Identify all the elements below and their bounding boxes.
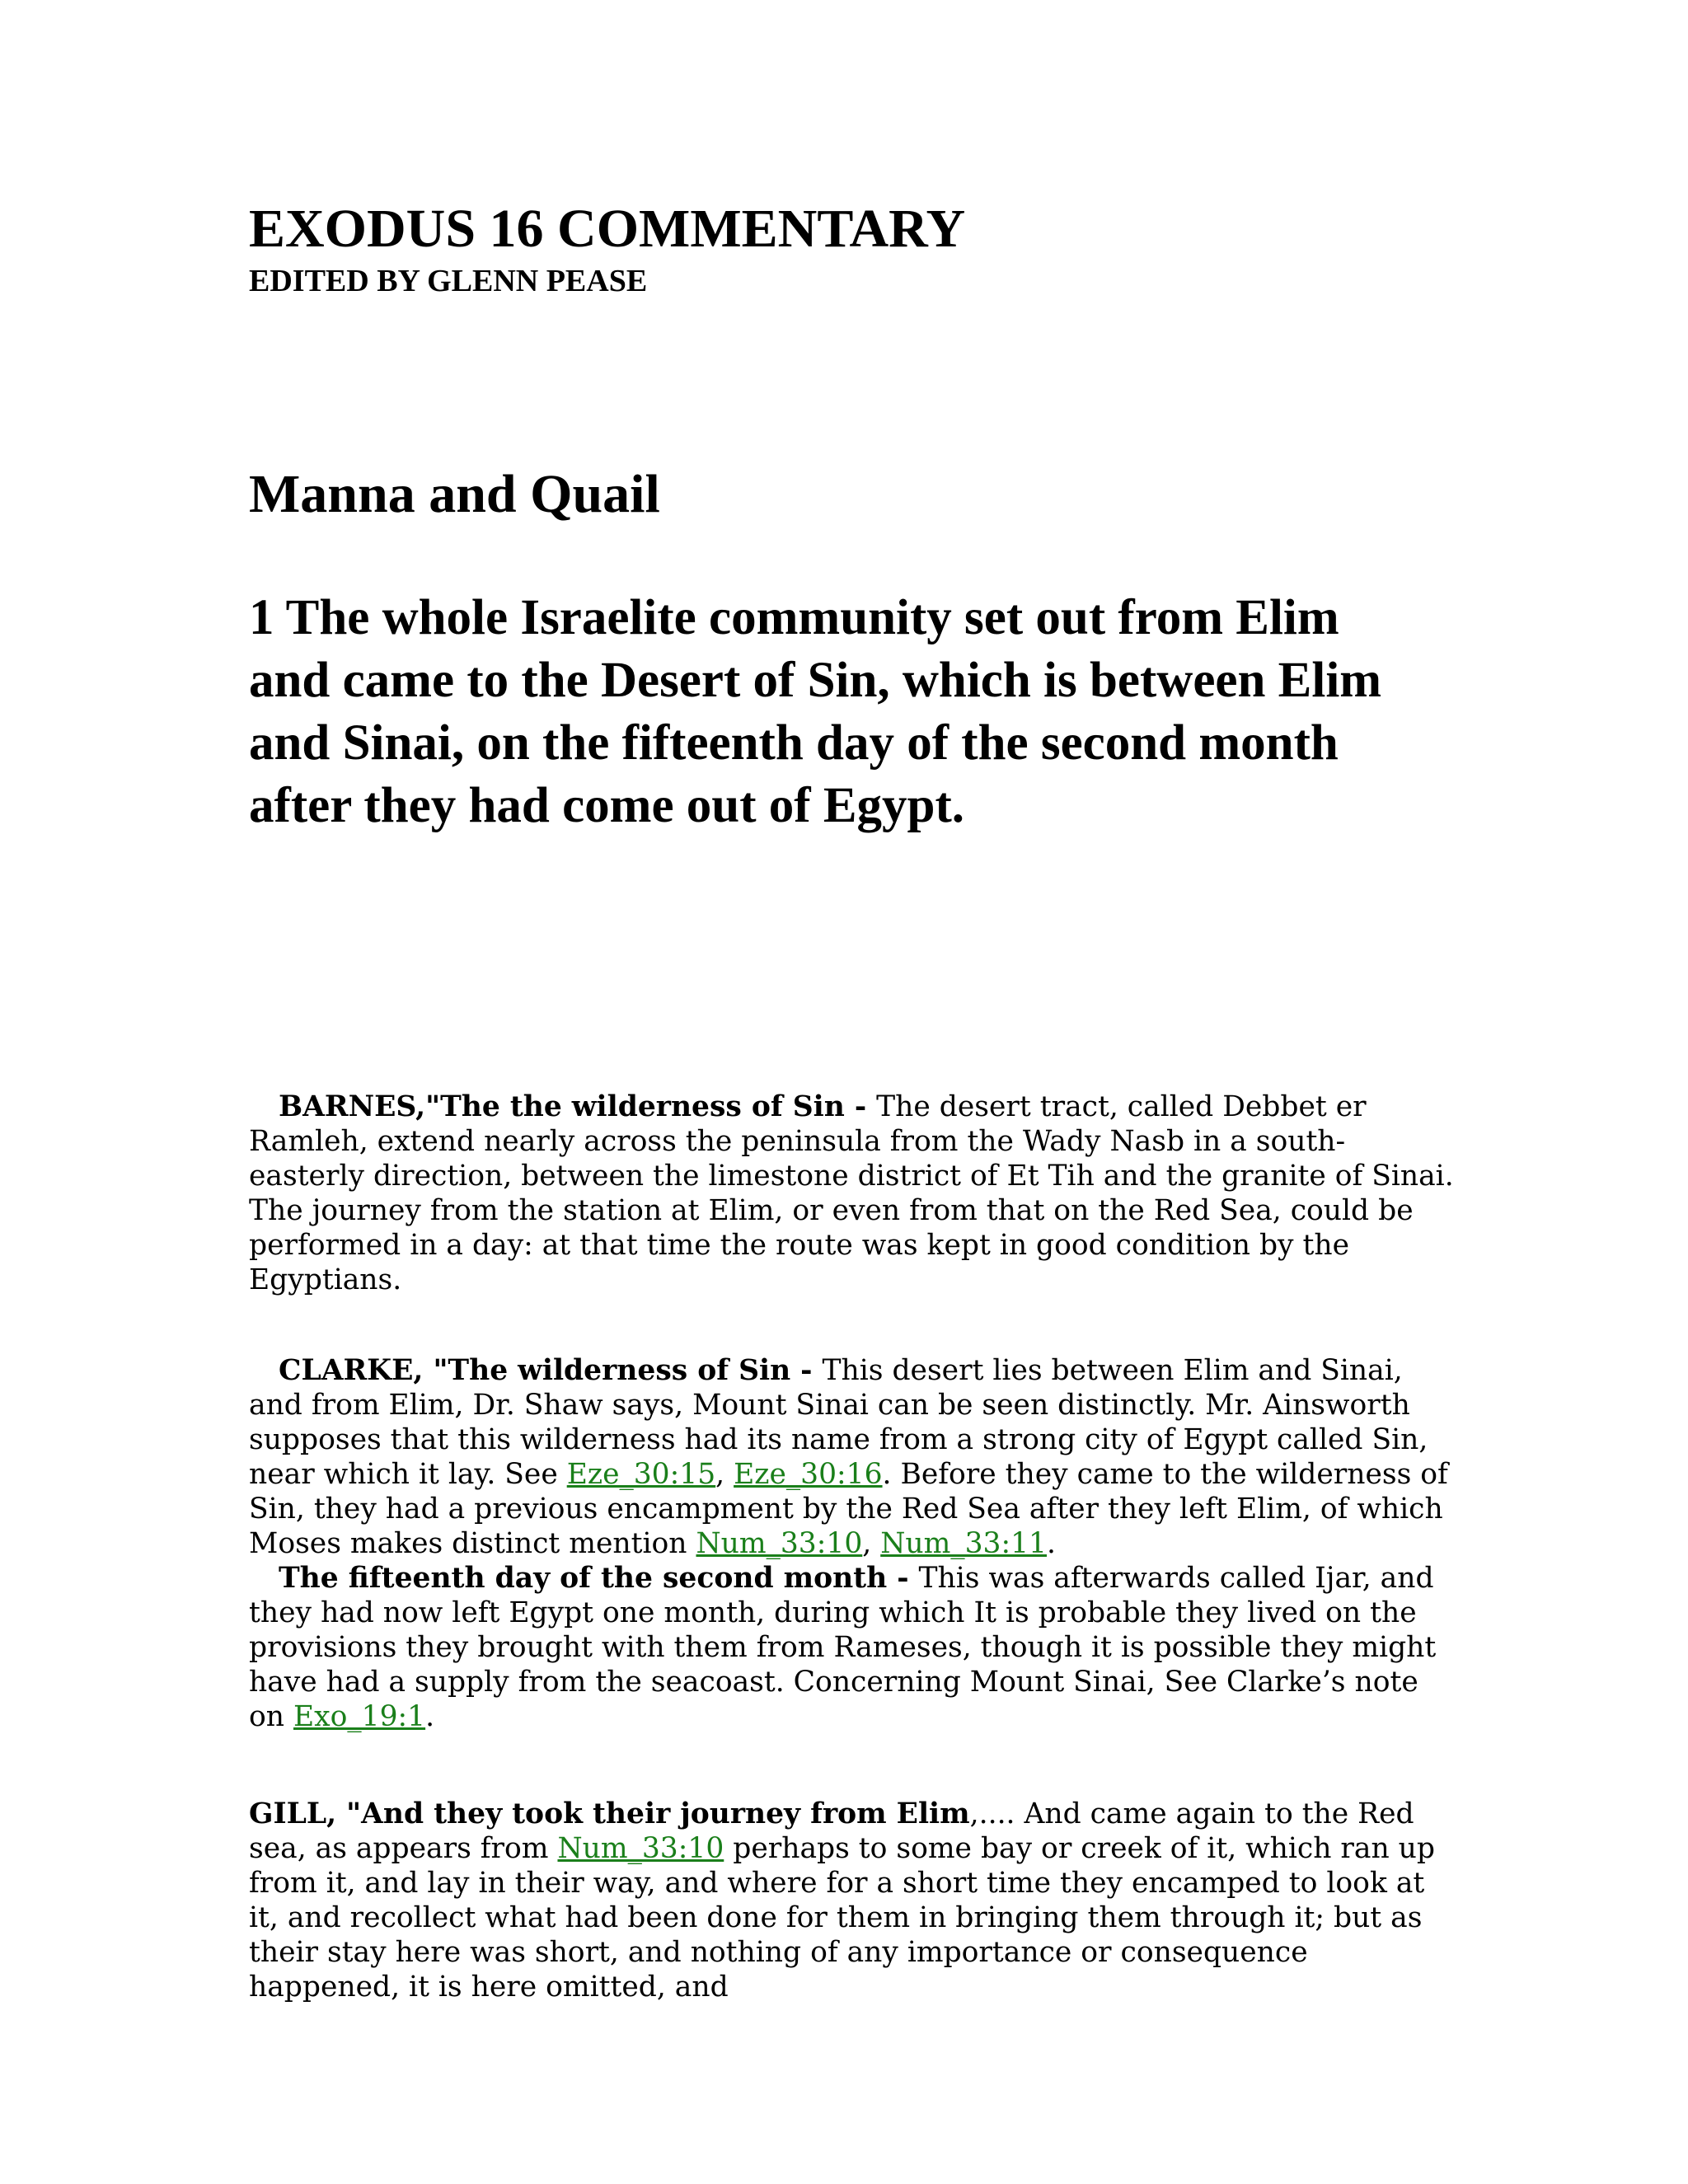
clarke-paragraph-2 [249,1561,1461,1734]
clarke-separator-1: , [715,1458,734,1491]
clarke-paragraph-1 [249,1353,1461,1561]
gill-paragraph [249,1797,1461,2004]
barnes-text: The desert tract, called Debbet er Ramleh, extend nearly across the peninsula from the Wady Nasb in a south-easterly direction, between the limestone district of Et Tih and the granite of Sinai. The journey from the station at Elim, or even from that on the Red Sea, could be performed in a day: at that time the route was kept in good condition by the Egyptians. [249,1090,1454,1296]
link-exo-19-1[interactable]: Exo_19:1 [293,1700,426,1733]
page-subtitle: EDITED BY GLENN PEASE [249,264,648,298]
clarke-text-3: This was afterwards called Ijar, and they had now left Egypt one month, during which It is probable they lived on the provisions they brought with them from Rameses, though it is possible they might have had a supply from the seacoast. Concerning Mount Sinai, See Clarke’s note on [249,1562,1437,1733]
clarke-text-1: This desert lies between Elim and Sinai, and from Elim, Dr. Shaw says, Mount Sinai can be seen distinctly. Mr. Ainsworth supposes that this wilderness had its name from a strong city of Egypt called Sin, near which it lay. See [249,1354,1428,1491]
barnes-paragraph [249,1090,1461,1297]
link-gill-num-33-10[interactable]: Num_33:10 [557,1832,724,1865]
clarke-label: CLARKE, "The wilderness of Sin - [279,1354,823,1387]
link-num-33-10[interactable]: Num_33:10 [696,1527,863,1560]
link-num-33-11[interactable]: Num_33:11 [880,1527,1047,1560]
clarke-separator-2: , [862,1527,881,1560]
gill-label: GILL, "And they took their journey from Elim [249,1797,970,1830]
barnes-commentary [249,1090,1461,1297]
link-eze-30-15[interactable]: Eze_30:15 [566,1458,716,1491]
clarke-end-1: . [1047,1527,1056,1560]
gill-text-2: perhaps to some bay or creek of it, which ran up from it, and lay in their way, and where for a short time they encamped to look at it, and recollect what had been done for them in bringing them through it; but as their stay here was short, and nothing of any importance or consequence happened, it is here omitted, and [249,1832,1435,2004]
verse-text: 1 The whole Israelite community set out from Elim and came to the Desert of Sin, which is between Elim and Sinai, on the fifteenth day of the second month after they had come out of Egypt. [249,590,1382,833]
clarke-commentary [249,1353,1461,1734]
clarke-text-2: . Before they came to the wilderness of Sin, they had a previous encampment by the Red Sea after they left Elim, of which Moses makes distinct mention [249,1458,1448,1560]
page-title: EXODUS 16 COMMENTARY [249,199,966,259]
clarke-label-2: The fifteenth day of the second month - [279,1562,919,1595]
gill-text-1: ,.... And came again to the Red sea, as appears from [249,1797,1414,1865]
gill-commentary [249,1797,1461,2004]
section-heading: Manna and Quail [249,464,660,524]
link-eze-30-16[interactable]: Eze_30:16 [734,1458,883,1491]
barnes-label: BARNES,"The the wilderness of Sin - [279,1090,877,1123]
clarke-end-2: . [425,1700,435,1733]
